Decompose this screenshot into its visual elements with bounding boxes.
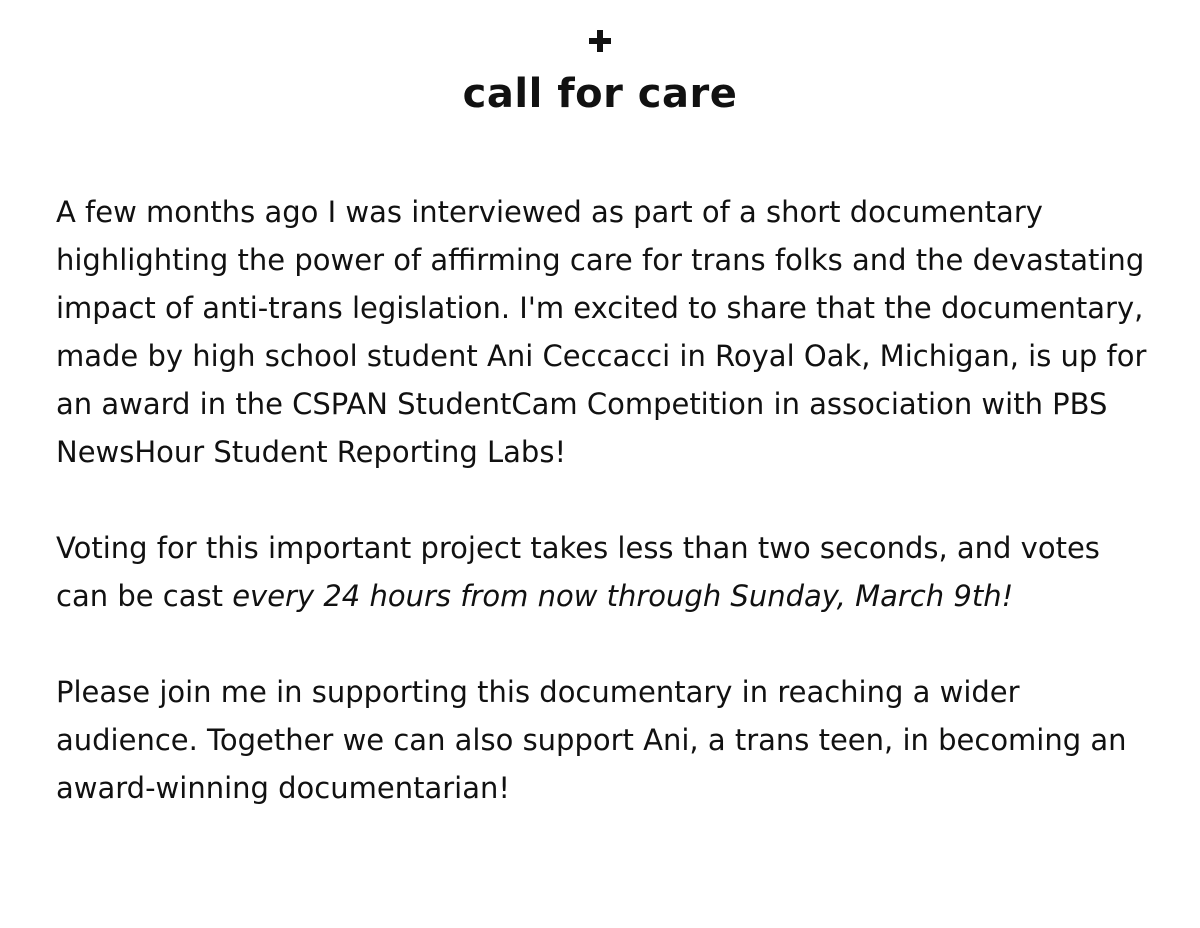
paragraph-voting bbox=[56, 524, 1156, 620]
voting-deadline-text: every 24 hours from now through Sunday, March 9th! bbox=[232, 579, 1014, 613]
plus-icon bbox=[589, 30, 611, 52]
voting-text: Voting for this important project takes less than two seconds, and votes can be cast bbox=[56, 531, 1100, 613]
article-body bbox=[56, 188, 1156, 812]
paragraph-support: Please join me in supporting this documentary in reaching a wider audience. Together we can also support Ani, a trans teen, in becoming an award-winning documentarian! bbox=[56, 675, 1127, 805]
page-title: call for care bbox=[462, 71, 738, 117]
header bbox=[0, 30, 1200, 117]
paragraph-documentary: A few months ago I was interviewed as part of a short documentary highlighting the power of affirming care for trans folks and the devastating impact of anti-trans legislation. I'm excited to share that the documentary, made by high school student Ani Ceccacci in Royal Oak, Michigan, is up for an award in the CSPAN StudentCam Competition in association with PBS NewsHour Student Reporting Labs! bbox=[56, 195, 1147, 469]
